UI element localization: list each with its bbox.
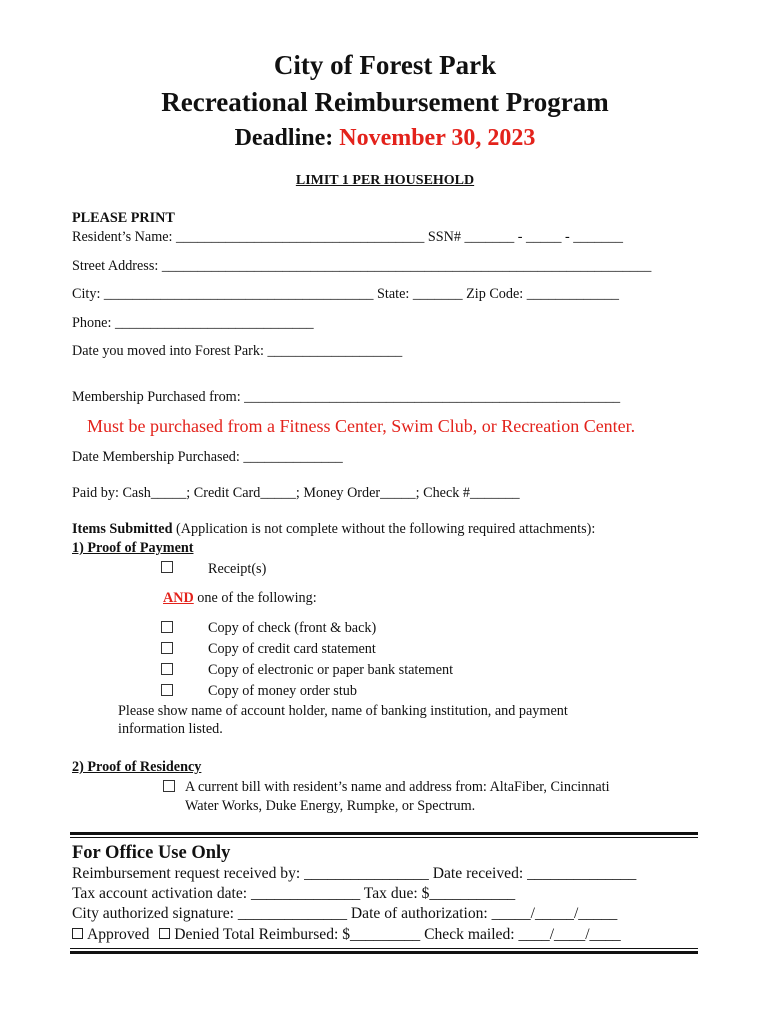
office-bottom-rule [70, 951, 698, 954]
paid-by-field[interactable]: Paid by: Cash_____; Credit Card_____; Money Order_____; Check #_______ [72, 485, 520, 501]
city-state-zip-field[interactable]: City: ______________________________________ State: _______ Zip Code: _____________ [72, 286, 620, 302]
residency-bill-line-1: A current bill with resident’s name and address from: AltaFiber, Cincinnati [185, 779, 610, 795]
option-label: Copy of electronic or paper bank statement [208, 662, 454, 678]
option-checkbox[interactable] [161, 621, 173, 638]
office-status-line[interactable] [72, 926, 621, 944]
residency-checkbox[interactable] [163, 780, 175, 797]
office-received-line[interactable]: Reimbursement request received by: ________________ Date received: ______________ [72, 865, 637, 882]
payment-note-line-2: information listed. [118, 721, 223, 737]
proof-residency-heading: 2) Proof of Residency [72, 759, 202, 775]
approved-label: Approved [87, 926, 150, 943]
title-line-2: Recreational Reimbursement Program [161, 87, 609, 117]
phone-field[interactable]: Phone: ____________________________ [72, 315, 314, 331]
residents-name-field[interactable]: Resident’s Name: ___________________________________ SSN# _______ - _____ - _______ [72, 229, 623, 245]
residency-bill-line-2: Water Works, Duke Energy, Rumpke, or Spectrum. [185, 798, 476, 814]
title-line-1: City of Forest Park [273, 50, 497, 80]
receipts-checkbox[interactable] [161, 561, 173, 578]
items-heading-bold: Items Submitted [72, 521, 173, 537]
deadline [0, 125, 770, 152]
approved-checkbox[interactable] [72, 928, 83, 939]
option-checkbox[interactable] [161, 642, 173, 659]
please-print: PLEASE PRINT [72, 210, 175, 226]
items-heading-rest: (Application is not complete without the following required attachments): [172, 521, 596, 537]
must-purchase-notice: Must be purchased from a Fitness Center, Swim Club, or Recreation Center. [87, 416, 636, 436]
proof-payment-heading: 1) Proof of Payment [72, 540, 194, 556]
and-clause [163, 590, 317, 607]
office-use-title: For Office Use Only [72, 843, 231, 863]
option-checkbox[interactable] [161, 663, 173, 680]
deadline-date: November 30, 2023 [339, 125, 536, 151]
option-checkbox[interactable] [161, 684, 173, 701]
office-bottom-rule-thin [70, 948, 698, 949]
office-tax-line[interactable]: Tax account activation date: ______________ Tax due: $___________ [72, 885, 516, 902]
receipts-label: Receipt(s) [208, 561, 267, 577]
office-top-rule-thin [70, 837, 698, 838]
one-of-label: one of the following: [193, 590, 317, 606]
option-label: Copy of money order stub [208, 683, 357, 699]
deadline-label: Deadline: [234, 125, 334, 151]
option-label: Copy of check (front & back) [208, 620, 377, 636]
items-heading [72, 521, 595, 538]
limit-notice: LIMIT 1 PER HOUSEHOLD [295, 173, 475, 188]
denied-label: Denied [174, 926, 220, 943]
payment-note-line-1: Please show name of account holder, name of banking institution, and payment [118, 703, 568, 719]
street-address-field[interactable]: Street Address: _____________________________________________________________________ [72, 258, 652, 274]
office-signature-line[interactable]: City authorized signature: ______________ Date of authorization: _____/_____/_____ [72, 905, 618, 922]
option-label: Copy of credit card statement [208, 641, 376, 657]
denied-checkbox[interactable] [159, 928, 170, 939]
and-label: AND [163, 590, 194, 606]
membership-from-field[interactable]: Membership Purchased from: _____________________________________________________ [72, 389, 621, 405]
date-moved-field[interactable]: Date you moved into Forest Park: ___________________ [72, 343, 403, 359]
office-status-rest: Total Reimbursed: $_________ Check mailed: ____/____/____ [219, 926, 621, 943]
date-membership-field[interactable]: Date Membership Purchased: ______________ [72, 449, 343, 465]
office-top-rule [70, 832, 698, 835]
